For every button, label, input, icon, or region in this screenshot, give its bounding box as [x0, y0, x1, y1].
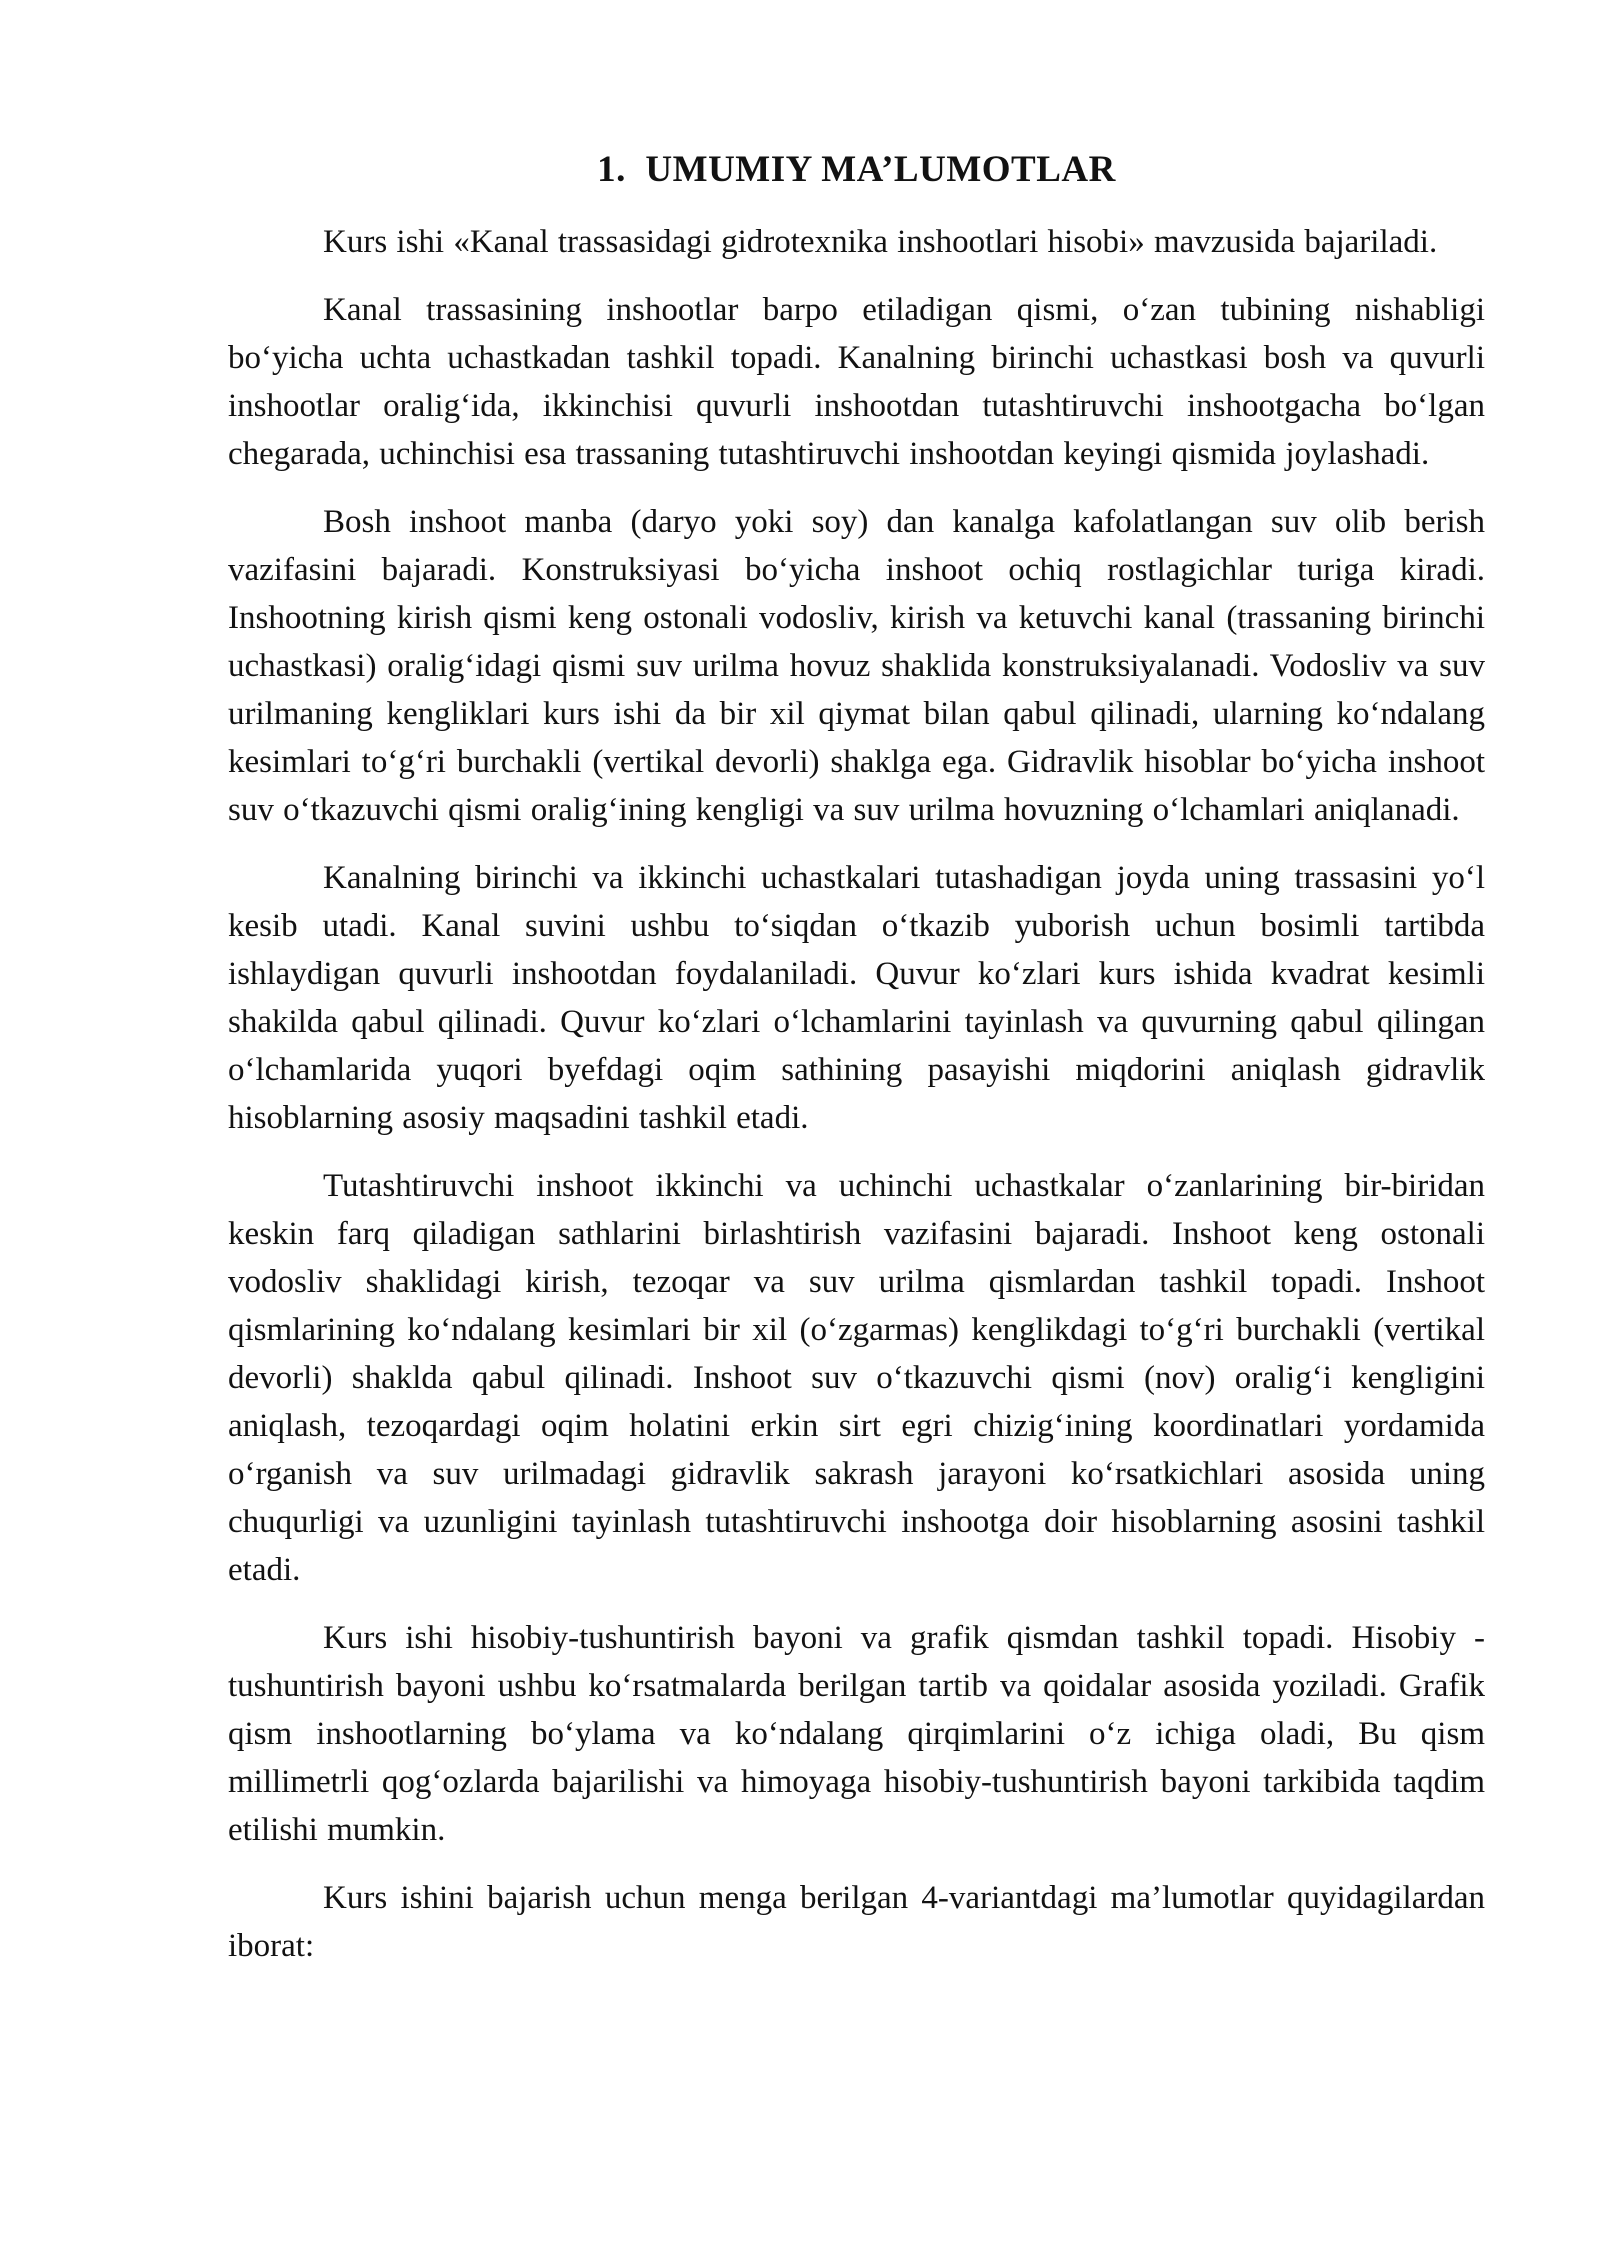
- section-heading: 1. UMUMIY MA’LUMOTLAR: [597, 149, 1116, 190]
- paragraph-head-structure: Bosh inshoot manba (daryo yoki soy) dan kanalga kafolatlangan suv olib berish vazifasini bajaradi. Konstruksiyasi bo‘yicha inshoot ochiq rostlagichlar turiga kiradi. Inshootning kirish qismi keng ostonali vodosliv, kirish va ketuvchi kanal (trassaning birinchi uchastkasi) oralig‘idagi qismi suv urilma hovuz shaklida konstruksiyalanadi. Vodosliv va suv urilmaning kengliklari kurs ishi da bir xil qiymat bilan qabul qilinadi, ularning ko‘ndalang kesimlari to‘g‘ri burchakli (vertikal devorli) shaklga ega. Gidravlik hisoblar bo‘yicha inshoot suv o‘tkazuvchi qismi oralig‘ining kengligi va suv urilma hovuzning o‘lchamlari aniqlanadi.: [228, 504, 1485, 828]
- paragraph-intro: Kurs ishi «Kanal trassasidagi gidrotexnika inshootlari hisobi» mavzusida bajariladi.: [323, 224, 1438, 260]
- paragraph-course-parts: Kurs ishi hisobiy-tushuntirish bayoni va grafik qismdan tashkil topadi. Hisobiy - tushuntirish bayoni ushbu ko‘rsatmalarda berilgan tartib va qoidalar asosida yoziladi. Grafik qism inshootlarning bo‘ylama va ko‘ndalang qirqimlarini o‘z ichiga oladi, Bu qism millimetrli qog‘ozlarda bajarilishi va himoyaga hisobiy-tushuntirish bayoni tarkibida taqdim etilishi mumkin.: [228, 1620, 1485, 1848]
- paragraph-connecting-structure: Tutashtiruvchi inshoot ikkinchi va uchinchi uchastkalar o‘zanlarining bir-biridan keskin farq qiladigan sathlarini birlashtirish vazifasini bajaradi. Inshoot keng ostonali vodosliv shaklidagi kirish, tezoqar va suv urilma qismlardan tashkil topadi. Inshoot qismlarining ko‘ndalang kesimlari bir xil (o‘zgarmas) kenglikdagi to‘g‘ri burchakli (vertikal devorli) shaklda qabul qilinadi. Inshoot suv o‘tkazuvchi qismi (nov) oralig‘i kengligini aniqlash, tezoqardagi oqim holatini erkin sirt egri chizig‘ining koordinatlari yordamida o‘rganish va suv urilmadagi gidravlik sakrash jarayoni ko‘rsatkichlari asosida uning chuqurligi va uzunligini tayinlash tutashtiruvchi inshootga doir hisoblarning asosini tashkil etadi.: [228, 1168, 1485, 1588]
- paragraph-pipe-structure: Kanalning birinchi va ikkinchi uchastkalari tutashadigan joyda uning trassasini yo‘l kesib utadi. Kanal suvini ushbu to‘siqdan o‘tkazib yuborish uchun bosimli tartibda ishlaydigan quvurli inshootdan foydalaniladi. Quvur ko‘zlari kurs ishida kvadrat kesimli shakilda qabul qilinadi. Quvur ko‘zlari o‘lchamlarini tayinlash va quvurning qabul qilingan o‘lchamlarida yuqori byefdagi oqim sathining pasayishi miqdorini aniqlash gidravlik hisoblarning asosiy maqsadini tashkil etadi.: [228, 860, 1485, 1136]
- paragraph-canal-sections: Kanal trassasining inshootlar barpo etiladigan qismi, o‘zan tubining nishabligi bo‘yicha uchta uchastkadan tashkil topadi. Kanalning birinchi uchastkasi bosh va quvurli inshootlar oralig‘ida, ikkinchisi quvurli inshootdan tutashtiruvchi inshootgacha bo‘lgan chegarada, uchinchisi esa trassaning tutashtiruvchi inshootdan keyingi qismida joylashadi.: [228, 292, 1485, 472]
- paragraph-variant-data: Kurs ishini bajarish uchun menga berilgan 4-variantdagi ma’lumotlar quyidagilardan iborat:: [228, 1880, 1485, 1964]
